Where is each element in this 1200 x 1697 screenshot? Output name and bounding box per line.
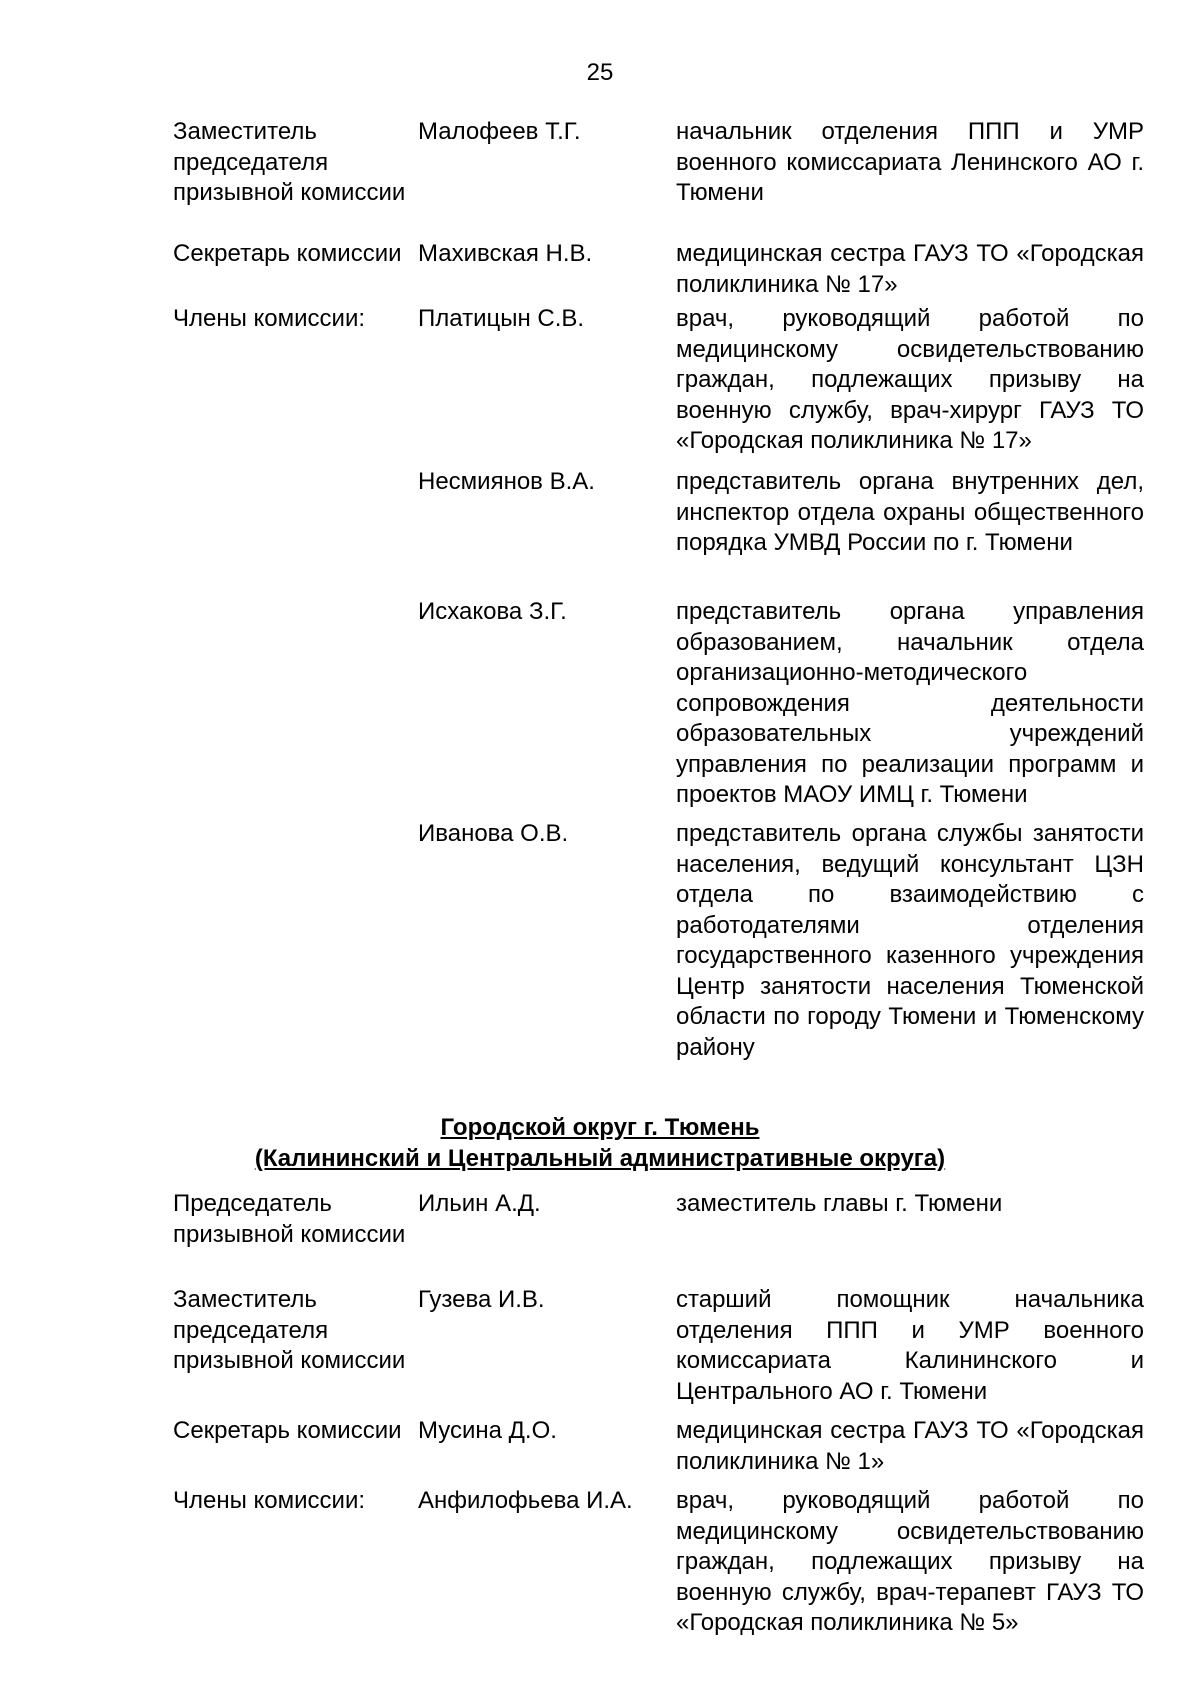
name-cell: Ильин А.Д.: [418, 1190, 541, 1217]
role-cell: Члены комиссии:: [173, 1487, 366, 1514]
role-cell: Секретарь комиссии: [173, 1417, 402, 1444]
table-row: [173, 239, 1144, 304]
name-cell: Иванова О.В.: [418, 820, 569, 847]
section-heading-line-2: (Калининский и Центральный административные округа): [254, 1145, 946, 1172]
name-cell: Махивская Н.В.: [418, 240, 593, 267]
description-cell: представитель органа управления образованием, начальник отдела организационно-методического сопровождения деятельности образовательных учреждений управления по реализации программ и проектов МАОУ ИМЦ г. Тюмени: [676, 598, 1144, 808]
name-cell: Мусина Д.О.: [418, 1417, 557, 1444]
commission-table-1: [173, 117, 1144, 1079]
description-cell: начальник отделения ППП и УМР военного комиссариата Ленинского АО г. Тюмени: [676, 118, 1144, 206]
role-cell: Заместитель председателя призывной комиссии: [173, 1286, 406, 1374]
role-cell: Секретарь комиссии: [173, 240, 402, 267]
description-cell: медицинская сестра ГАУЗ ТО «Городская поликлиника № 1»: [676, 1417, 1144, 1475]
table-row: [173, 117, 1144, 239]
role-cell: [173, 819, 418, 1079]
table-row: [173, 304, 1144, 467]
name-cell: Исхакова З.Г.: [418, 598, 567, 625]
section-heading-line-1: Городской округ г. Тюмень: [440, 1114, 760, 1141]
name-cell: Платицын С.В.: [418, 305, 585, 332]
page-number: 25: [586, 59, 614, 86]
name-cell: Малофеев Т.Г.: [418, 118, 581, 145]
role-cell: [173, 597, 418, 819]
table-row: [173, 467, 1144, 597]
role-cell: [173, 467, 418, 597]
name-cell: Гузева И.В.: [418, 1286, 545, 1313]
description-cell: представитель органа внутренних дел, инспектор отдела охраны общественного порядка УМВД России по г. Тюмени: [676, 468, 1144, 556]
table-row: [173, 1285, 1144, 1416]
table-row: [173, 1189, 1144, 1285]
description-cell: врач, руководящий работой по медицинскому освидетельствованию граждан, подлежащих призыву на военную службу, врач-терапевт ГАУЗ ТО «Городская поликлиника № 5»: [676, 1487, 1144, 1636]
role-cell: Заместитель председателя призывной комиссии: [173, 118, 406, 206]
description-cell: медицинская сестра ГАУЗ ТО «Городская поликлиника № 17»: [676, 240, 1144, 298]
description-cell: представитель органа службы занятости населения, ведущий консультант ЦЗН отдела по взаимодействию с работодателями отделения государственного казенного учреждения Центр занятости населения Тюменской области по городу Тюмени и Тюменскому району: [676, 820, 1144, 1061]
name-cell: Несмиянов В.А.: [418, 468, 595, 495]
description-cell: врач, руководящий работой по медицинскому освидетельствованию граждан, подлежащих призыву на военную службу, врач-хирург ГАУЗ ТО «Городская поликлиника № 17»: [676, 305, 1144, 454]
name-cell: Анфилофьева И.А.: [418, 1487, 633, 1514]
table-row: [173, 597, 1144, 819]
table-row: [173, 819, 1144, 1079]
table-row: [173, 1416, 1144, 1486]
table-row: [173, 1486, 1144, 1646]
description-cell: старший помощник начальника отделения ППП и УМР военного комиссариата Калининского и Центрального АО г. Тюмени: [676, 1286, 1144, 1405]
role-cell: Члены комиссии:: [173, 305, 366, 332]
role-cell: Председатель призывной комиссии: [173, 1190, 406, 1248]
description-cell: заместитель главы г. Тюмени: [676, 1190, 1003, 1217]
commission-table-2: [173, 1189, 1144, 1646]
